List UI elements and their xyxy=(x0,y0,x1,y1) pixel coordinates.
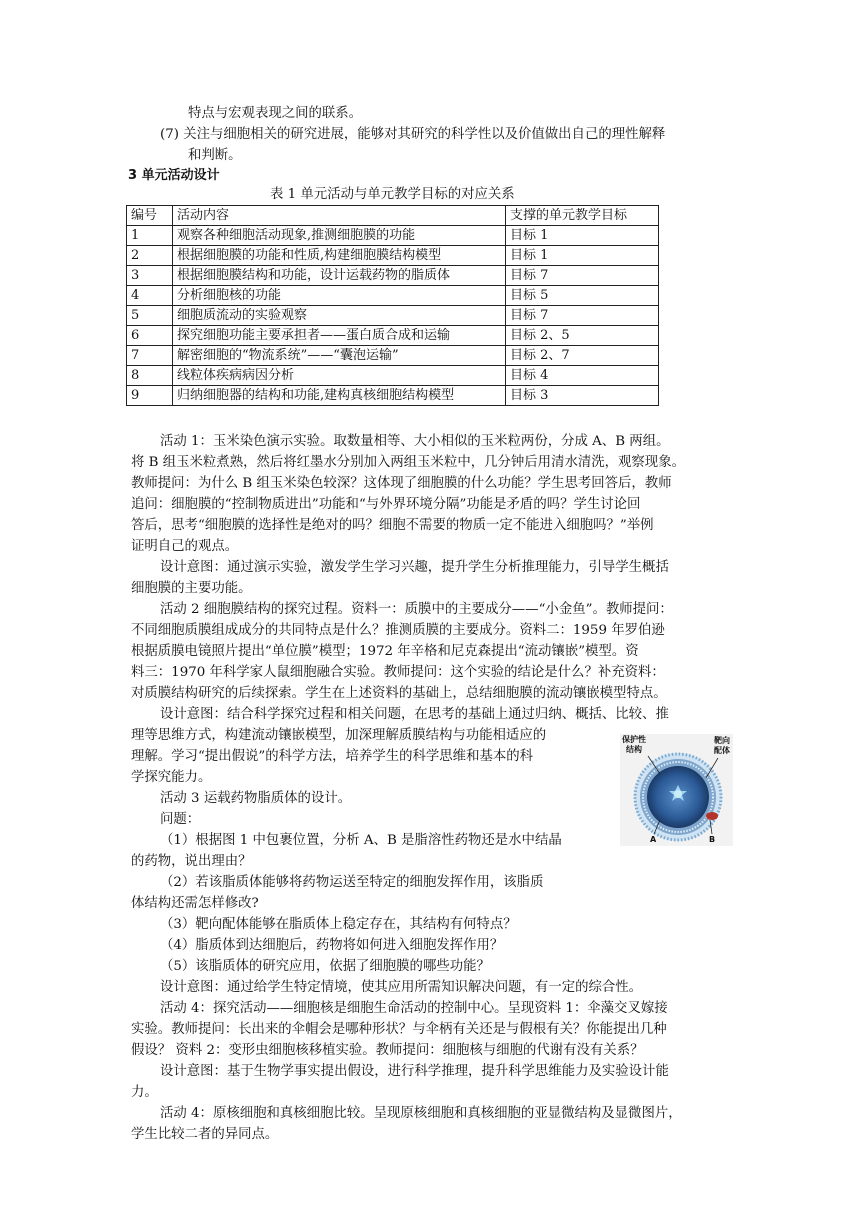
table-row xyxy=(127,266,659,286)
body-line: 活动 1：玉米染色演示实验。取数量相等、大小相似的玉米粒两份，分成 A、B 两组。 xyxy=(160,434,670,449)
body-line: 追问：细胞膜的“控制物质进出”功能和“与外界环境分隔”功能是矛盾的吗？学生讨论回 xyxy=(131,497,641,512)
table-caption: 表 1 单元活动与单元教学目标的对应关系 xyxy=(270,187,515,202)
table-row xyxy=(127,226,659,246)
table-cell: 4 xyxy=(127,286,173,306)
table-cell: 探究细胞功能主要承担者——蛋白质合成和运输 xyxy=(173,326,506,346)
table-cell: 2 xyxy=(127,246,173,266)
body-line: 学探究能力。 xyxy=(131,770,212,785)
table-cell: 根据细胞膜结构和功能，设计运载药物的脂质体 xyxy=(173,266,506,286)
section-heading: 3 单元活动设计 xyxy=(128,168,220,183)
table-cell: 目标 5 xyxy=(506,286,659,306)
body-line: 教师提问：为什么 B 组玉米染色较深？这体现了细胞膜的什么功能？学生思考回答后，教师 xyxy=(131,476,672,491)
drug-b xyxy=(706,812,718,820)
table-cell: 目标 1 xyxy=(506,246,659,266)
table-cell: 8 xyxy=(127,366,173,386)
table-row xyxy=(127,366,659,386)
table-cell: 目标 1 xyxy=(506,226,659,246)
label-b: B xyxy=(709,835,716,844)
body-line: 证明自己的观点。 xyxy=(131,539,239,554)
body-line: 的药物，说出理由？ xyxy=(131,854,252,869)
activity-objective-table xyxy=(126,205,659,406)
body-line: 问题： xyxy=(160,812,201,827)
label-a: A xyxy=(650,835,657,844)
body-line: 根据质膜电镜照片提出“单位膜”模型；1972 年辛格和尼克森提出“流动镶嵌”模型。资 xyxy=(131,644,639,659)
body-line: （3）靶向配体能够在脂质体上稳定存在，其结构有何特点？ xyxy=(160,917,517,932)
table-cell: 归纳细胞器的结构和功能,建构真核细胞结构模型 xyxy=(173,386,506,406)
table-cell: 1 xyxy=(127,226,173,246)
table-cell: 目标 7 xyxy=(506,306,659,326)
table-cell: 目标 4 xyxy=(506,366,659,386)
body-line: 设计意图：通过演示实验，激发学生学习兴趣，提升学生分析推理能力，引导学生概括 xyxy=(160,560,669,575)
body-line: （5）该脂质体的研究应用，依据了细胞膜的哪些功能？ xyxy=(160,959,490,974)
table-row xyxy=(127,346,659,366)
table-row xyxy=(127,386,659,406)
table-cell: 6 xyxy=(127,326,173,346)
label-protective-2: 结构 xyxy=(626,745,642,754)
body-line: 设计意图：通过给学生特定情境，使其应用所需知识解决问题，有一定的综合性。 xyxy=(160,980,643,995)
table-cell: 5 xyxy=(127,306,173,326)
body-line: 活动 2 细胞膜结构的探究过程。资料一：质膜中的主要成分——“小金鱼”。教师提问： xyxy=(160,602,673,617)
table-row xyxy=(127,286,659,306)
body-line: 设计意图：基于生物学事实提出假设，进行科学推理，提升科学思维能力及实验设计能 xyxy=(160,1064,669,1079)
table-cell: 3 xyxy=(127,266,173,286)
body-line: 体结构还需怎样修改? xyxy=(131,896,259,911)
body-line: 将 B 组玉米粒煮熟，然后将红墨水分别加入两组玉米粒中，几分钟后用清水清洗，观察现象。 xyxy=(131,455,685,470)
table-cell: 目标 7 xyxy=(506,266,659,286)
body-line: 料三：1970 年科学家人鼠细胞融合实验。教师提问：这个实验的结论是什么？补充资料： xyxy=(131,665,665,680)
table-row xyxy=(127,306,659,326)
table-cell: 9 xyxy=(127,386,173,406)
body-line: 对质膜结构研究的后续探索。学生在上述资料的基础上，总结细胞膜的流动镶嵌模型特点。 xyxy=(131,686,667,701)
body-line: （2）若该脂质体能够将药物运送至特定的细胞发挥作用，该脂质 xyxy=(160,875,544,890)
body-line: 假设？ 资料 2：变形虫细胞核移植实验。教师提问：细胞核与细胞的代谢有没有关系？ xyxy=(131,1043,644,1058)
table-cell: 7 xyxy=(127,346,173,366)
table-cell: 目标 2、5 xyxy=(506,326,659,346)
body-line: 设计意图：结合科学探究过程和相关问题，在思考的基础上通过归纳、概括、比较、推 xyxy=(160,707,669,722)
table-row xyxy=(127,246,659,266)
body-line: 活动 3 运载药物脂质体的设计。 xyxy=(160,791,352,806)
body-line: 理解。学习“提出假说”的科学方法，培养学生的科学思维和基本的科 xyxy=(131,749,534,764)
table-cell: 线粒体疾病病因分析 xyxy=(173,366,506,386)
label-ligand-1: 靶向 xyxy=(714,736,730,745)
liposome-figure xyxy=(620,734,733,846)
body-line: 答后，思考“细胞膜的选择性是绝对的吗？细胞不需要的物质一定不能进入细胞吗？”举例 xyxy=(131,518,654,533)
body-line: 活动 4：探究活动——细胞核是细胞生命活动的控制中心。呈现资料 1：伞藻交叉嫁接 xyxy=(160,1001,668,1016)
table-header-cell: 活动内容 xyxy=(173,206,506,226)
label-protective-1: 保护性 xyxy=(622,735,646,744)
table-cell: 观察各种细胞活动现象,推测细胞膜的功能 xyxy=(173,226,506,246)
intro-line-1: 特点与宏观表现之间的联系。 xyxy=(188,106,363,121)
body-line: 不同细胞质膜组成成分的共同特点是什么？推测质膜的主要成分。资料二：1959 年罗伯逊 xyxy=(131,623,665,638)
body-line: 力。 xyxy=(131,1085,158,1100)
body-line: 理等思维方式，构建流动镶嵌模型，加深理解质膜结构与功能相适应的 xyxy=(131,728,547,743)
body-line: （1）根据图 1 中包裹位置，分析 A、B 是脂溶性药物还是水中结晶 xyxy=(160,833,562,848)
intro-line-3: 和判断。 xyxy=(188,148,242,163)
table-cell: 细胞质流动的实验观察 xyxy=(173,306,506,326)
body-line: 实验。教师提问：长出来的伞帽会是哪种形状？与伞柄有关还是与假根有关？你能提出几种 xyxy=(131,1022,667,1037)
table-header-cell: 支撑的单元教学目标 xyxy=(506,206,659,226)
body-line: 学生比较二者的异同点。 xyxy=(131,1127,279,1142)
table-cell: 目标 2、7 xyxy=(506,346,659,366)
table-header-cell: 编号 xyxy=(127,206,173,226)
body-line: 细胞膜的主要功能。 xyxy=(131,581,252,596)
table-cell: 分析细胞核的功能 xyxy=(173,286,506,306)
table-cell: 目标 3 xyxy=(506,386,659,406)
body-line: 活动 4：原核细胞和真核细胞比较。呈现原核细胞和真核细胞的亚显微结构及显微图片， xyxy=(160,1106,682,1121)
table-cell: 根据细胞膜的功能和性质,构建细胞膜结构模型 xyxy=(173,246,506,266)
table-cell: 解密细胞的“物流系统”——“囊泡运输” xyxy=(173,346,506,366)
table-row xyxy=(127,326,659,346)
intro-line-2: (7) 关注与细胞相关的研究进展，能够对其研究的科学性以及价值做出自己的理性解释 xyxy=(160,127,666,142)
body-line: （4）脂质体到达细胞后，药物将如何进入细胞发挥作用？ xyxy=(160,938,504,953)
label-ligand-2: 配体 xyxy=(714,746,730,755)
table-header-row xyxy=(127,206,659,226)
